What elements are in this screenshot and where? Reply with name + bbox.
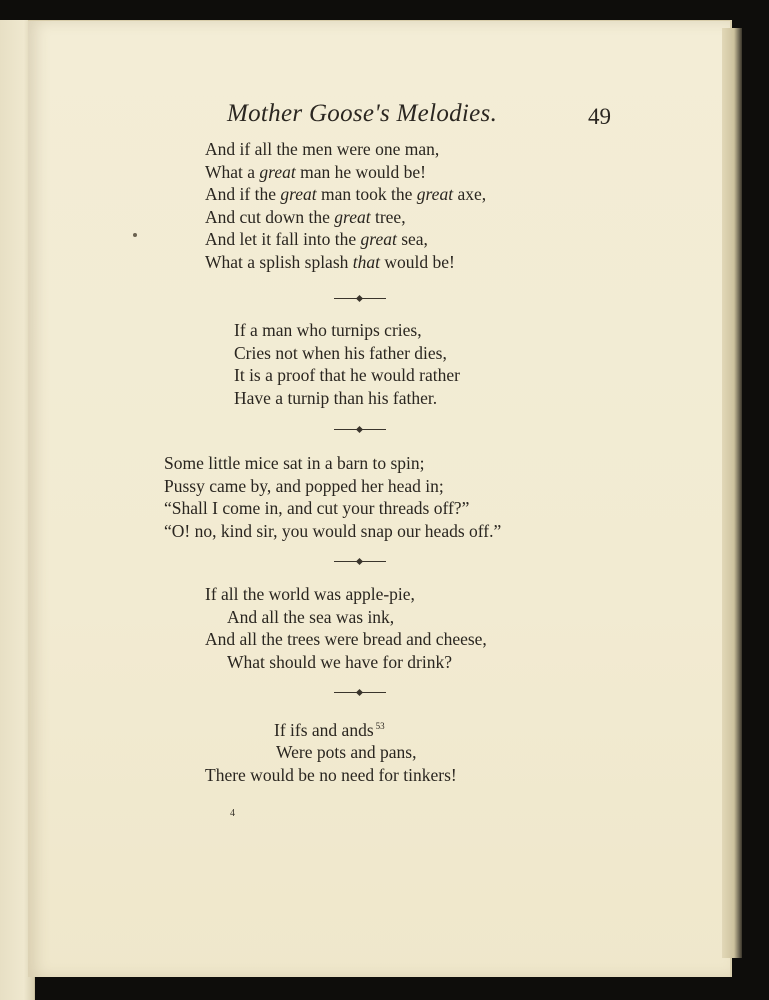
poem-line: What should we have for drink? xyxy=(227,651,452,672)
poem-line: And if the great man took the great axe, xyxy=(205,184,487,204)
poem-line: If all the world was apple-pie, xyxy=(205,584,415,604)
section-divider xyxy=(334,558,386,566)
page-fore-edge xyxy=(722,28,742,958)
signature-mark: 4 xyxy=(230,808,235,819)
poem-line: And if all the men were one man, xyxy=(205,139,440,159)
running-title: Mother Goose's Melodies. xyxy=(227,100,498,127)
poem-line: Some little mice sat in a barn to spin; xyxy=(164,453,425,473)
stanza-5 xyxy=(205,715,457,786)
poem-line: Cries not when his father dies, xyxy=(234,342,447,363)
page-number: 49 xyxy=(588,104,611,129)
poem-line: There would be no need for tinkers! xyxy=(205,764,457,785)
stanza-2 xyxy=(234,319,460,409)
section-divider xyxy=(334,295,386,303)
poem-line: “Shall I come in, and cut your threads off?” xyxy=(164,498,470,518)
section-divider xyxy=(334,426,386,434)
poem-line: What a splish splash that would be! xyxy=(205,251,455,272)
poem-line: If a man who turnips cries, xyxy=(234,320,422,340)
poem-line: And all the trees were bread and cheese, xyxy=(205,629,487,649)
stanza-1 xyxy=(205,138,486,273)
poem-line: What a great man he would be! xyxy=(205,161,426,182)
poem-line: And cut down the great tree, xyxy=(205,206,406,227)
poem-line: And all the sea was ink, xyxy=(227,606,395,627)
poem-line: “O! no, kind sir, you would snap our heads off.” xyxy=(164,520,502,541)
stanza-3 xyxy=(164,452,501,542)
poem-line: Pussy came by, and popped her head in; xyxy=(164,475,444,496)
poem-line: It is a proof that he would rather xyxy=(234,365,460,385)
poem-line: And let it fall into the great sea, xyxy=(205,229,428,249)
footnote-reference: 53 xyxy=(375,721,385,731)
paper-speck xyxy=(133,233,137,237)
poem-line: If ifs and ands $^{53}$ xyxy=(274,719,385,740)
stanza-4 xyxy=(205,583,487,673)
section-divider xyxy=(334,689,386,697)
poem-line: Were pots and pans, xyxy=(276,742,417,763)
poem-line: Have a turnip than his father. xyxy=(234,387,438,408)
